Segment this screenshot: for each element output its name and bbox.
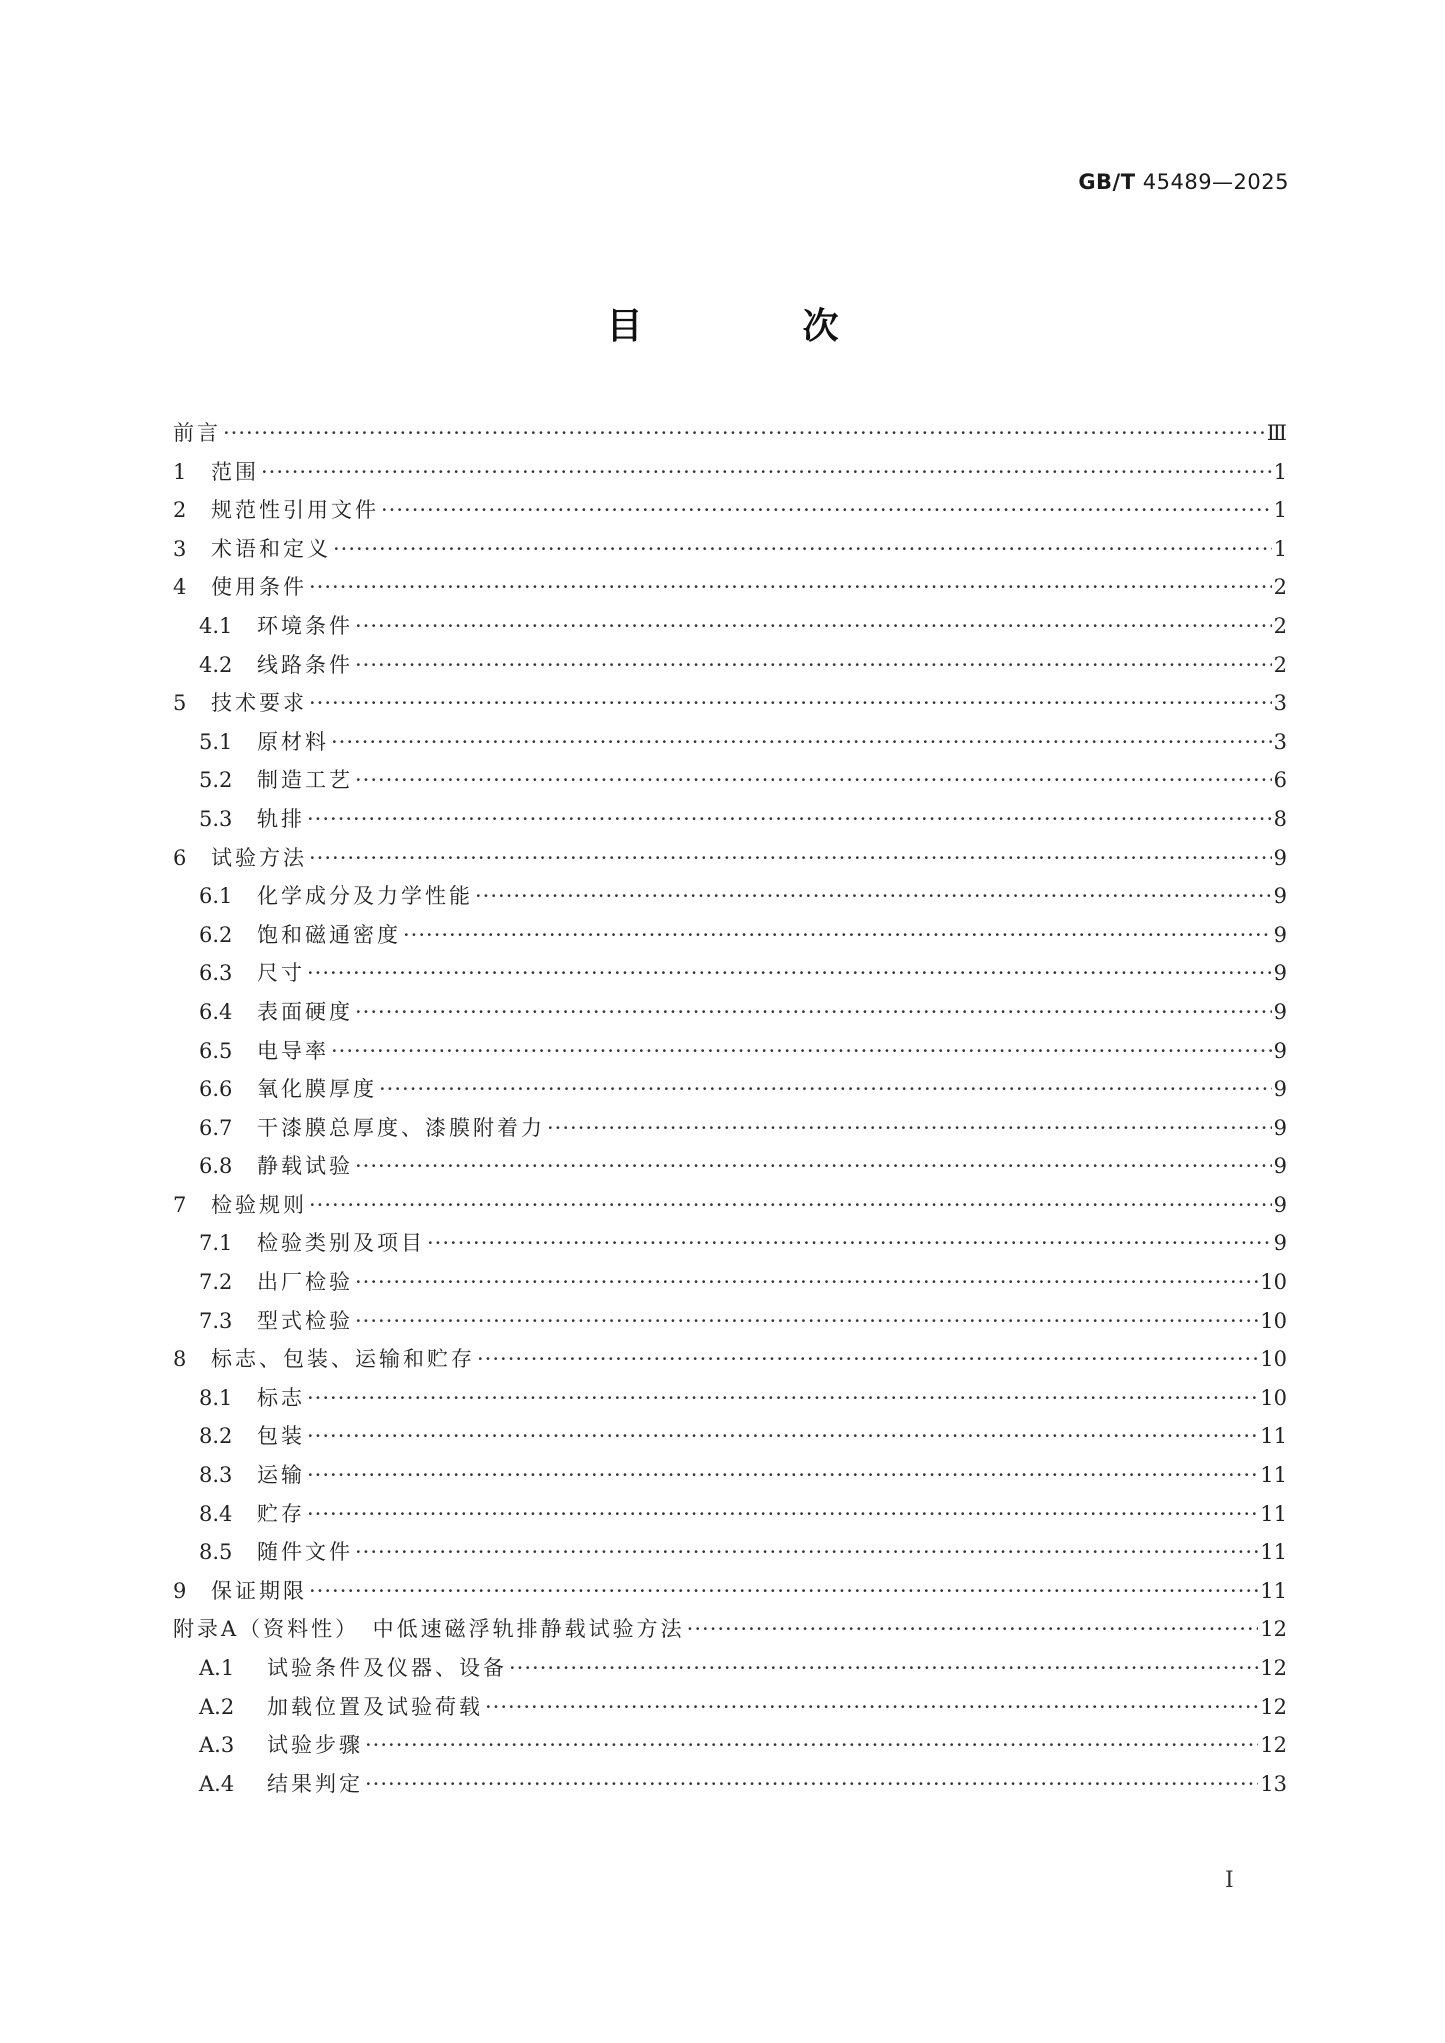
dot-leader: [477, 1340, 1258, 1379]
toc-entry-number: 4.2: [199, 652, 233, 677]
toc-entry-title: 运输: [257, 1463, 305, 1488]
toc-entry-number: 6.6: [199, 1077, 233, 1102]
dot-leader: [223, 414, 1265, 453]
toc-entry-page: 12: [1260, 1656, 1287, 1680]
toc-entry-number: 2: [173, 498, 187, 523]
toc-entry[interactable]: [173, 800, 1287, 839]
toc-entry-number: 6.8: [199, 1154, 233, 1179]
toc-entry-title: 包装: [257, 1424, 305, 1449]
dot-leader: [355, 1147, 1272, 1186]
toc-entry-page: 10: [1260, 1270, 1287, 1295]
dot-leader: [309, 839, 1272, 878]
toc-entry-number: A.3: [199, 1733, 235, 1758]
toc-entry-page: 10: [1260, 1347, 1287, 1372]
toc-entry[interactable]: [173, 607, 1287, 646]
toc-entry[interactable]: [173, 491, 1287, 530]
toc-entry-title: 范围: [211, 459, 259, 484]
toc-entry[interactable]: [173, 1688, 1287, 1727]
toc-entry-number: 6.7: [199, 1115, 233, 1140]
toc-entry-page: 11: [1260, 1501, 1287, 1526]
dot-leader: [365, 1765, 1258, 1804]
dot-leader: [307, 1379, 1258, 1418]
toc-entry[interactable]: [173, 1765, 1287, 1804]
toc-entry-page: 10: [1260, 1308, 1287, 1333]
toc-entry-title: 环境条件: [257, 613, 353, 638]
toc-entry-number: 6.3: [199, 961, 233, 986]
page-number: Ⅰ: [1225, 1868, 1234, 1893]
toc-entry-page: 9: [1273, 1154, 1287, 1179]
toc-entry-page: 11: [1260, 1463, 1287, 1488]
standard-code: GB/T: [1078, 170, 1136, 194]
toc-entry[interactable]: [173, 1302, 1287, 1341]
toc-entry-title: 原材料: [257, 729, 329, 754]
toc-entry-page: 9: [1273, 1038, 1287, 1063]
toc-entry-page: 9: [1273, 845, 1287, 870]
toc-entry-title: 加载位置及试验荷载: [267, 1694, 483, 1719]
dot-leader: [355, 993, 1272, 1032]
toc-entry[interactable]: [173, 761, 1287, 800]
toc-entry-number: 6: [173, 845, 187, 870]
dot-leader: [307, 1417, 1258, 1456]
toc-entry-number: 4.1: [199, 613, 233, 638]
toc-entry-title: 标志: [257, 1385, 305, 1410]
toc-entry-number: 3: [173, 536, 187, 561]
toc-entry[interactable]: [173, 877, 1287, 916]
toc-entry[interactable]: [173, 1224, 1287, 1263]
dot-leader: [355, 761, 1272, 800]
toc-entry-number: 6.4: [199, 999, 233, 1024]
toc-entry[interactable]: [173, 568, 1287, 607]
toc-entry-title: 保证期限: [211, 1578, 307, 1603]
dot-leader: [307, 1495, 1258, 1534]
dot-leader: [403, 916, 1272, 955]
toc-entry[interactable]: [173, 1610, 1287, 1649]
toc-entry-title: 型式检验: [257, 1308, 353, 1333]
toc-entry-page: Ⅲ: [1266, 421, 1287, 445]
toc-entry-page: 12: [1260, 1694, 1287, 1719]
toc-entry-title: 制造工艺: [257, 768, 353, 793]
toc-entry-page: 10: [1260, 1385, 1287, 1410]
toc-entry-title: 结果判定: [267, 1771, 363, 1796]
dot-leader: [307, 1456, 1258, 1495]
toc-entry-page: 11: [1260, 1540, 1287, 1565]
toc-entry[interactable]: [173, 1070, 1287, 1109]
toc-entry-page: 2: [1273, 575, 1287, 600]
toc-entry-number: 5.1: [199, 729, 233, 754]
toc-entry-number: 6.1: [199, 884, 233, 909]
toc-entry-number: A.2: [199, 1694, 235, 1719]
dot-leader: [687, 1610, 1259, 1649]
standard-year: 45489—2025: [1142, 170, 1289, 194]
dot-leader: [379, 1070, 1272, 1109]
toc-entry[interactable]: [173, 1417, 1287, 1456]
toc-entry-number: 8.4: [199, 1501, 233, 1526]
toc-entry-page: 11: [1260, 1424, 1287, 1449]
toc-entry-title: 规范性引用文件: [211, 498, 379, 523]
toc-entry-number: 6.2: [199, 922, 233, 947]
dot-leader: [307, 954, 1272, 993]
dot-leader: [427, 1224, 1272, 1263]
toc-entry-number: 7: [173, 1192, 187, 1217]
dot-leader: [261, 453, 1272, 492]
dot-leader: [355, 1263, 1258, 1302]
toc-entry-title: 电导率: [257, 1038, 329, 1063]
dot-leader: [355, 1302, 1258, 1341]
dot-leader: [355, 607, 1272, 646]
toc-entry-page: 9: [1273, 1231, 1287, 1256]
toc-entry-title: 术语和定义: [211, 536, 331, 561]
toc-entry-page: 2: [1273, 652, 1287, 677]
toc-entry-number: 9: [173, 1578, 187, 1603]
toc-entry-page: 9: [1273, 1077, 1287, 1102]
toc-entry-page: 3: [1273, 729, 1287, 754]
toc-entry[interactable]: [173, 684, 1287, 723]
toc-entry-number: 6.5: [199, 1038, 233, 1063]
toc-entry-number: 8.5: [199, 1540, 233, 1565]
toc-entry[interactable]: [173, 1186, 1287, 1225]
toc-entry-title: 检验规则: [211, 1192, 307, 1217]
dot-leader: [365, 1726, 1258, 1765]
dot-leader: [309, 1572, 1258, 1611]
toc-entry[interactable]: [173, 453, 1287, 492]
toc-entry[interactable]: [173, 1379, 1287, 1418]
toc-entry-number: 8: [173, 1347, 187, 1372]
toc-entry-number: 5.3: [199, 806, 233, 831]
toc-entry-title: 表面硬度: [257, 999, 353, 1024]
toc-entry-page: 9: [1273, 1115, 1287, 1140]
dot-leader: [309, 568, 1272, 607]
toc-entry-number: 5.2: [199, 768, 233, 793]
toc-entry[interactable]: [173, 414, 1287, 453]
toc-entry-page: 3: [1273, 691, 1287, 716]
toc-entry-page: 13: [1260, 1771, 1287, 1796]
toc-entry[interactable]: [173, 916, 1287, 955]
toc-entry-title: 轨排: [257, 806, 305, 831]
dot-leader: [331, 1032, 1272, 1071]
dot-leader: [547, 1109, 1272, 1148]
toc-entry-number: 7.2: [199, 1270, 233, 1295]
toc-entry-page: 6: [1273, 768, 1287, 793]
toc-entry[interactable]: [173, 1147, 1287, 1186]
toc-entry-number: 4: [173, 575, 187, 600]
toc-entry[interactable]: [173, 1263, 1287, 1302]
toc-entry-page: 11: [1260, 1578, 1287, 1603]
toc-entry-title: 使用条件: [211, 575, 307, 600]
toc-entry-page: 8: [1273, 806, 1287, 831]
toc-entry-number: A.1: [199, 1656, 235, 1680]
toc-entry[interactable]: [173, 646, 1287, 685]
toc-entry-title: 试验步骤: [267, 1733, 363, 1758]
toc-entry[interactable]: [173, 1495, 1287, 1534]
toc-entry-page: 12: [1260, 1733, 1287, 1758]
toc-entry-title: 静载试验: [257, 1154, 353, 1179]
toc-entry-title: 附录A（资料性） 中低速磁浮轨排静载试验方法: [173, 1617, 685, 1642]
toc-entry-page: 1: [1273, 498, 1287, 523]
toc-entry-title: 饱和磁通密度: [257, 922, 401, 947]
dot-leader: [307, 800, 1272, 839]
toc-entry-page: 1: [1273, 536, 1287, 561]
toc-entry-title: 前言: [173, 421, 221, 445]
toc-entry-number: 8.1: [199, 1385, 233, 1410]
dot-leader: [485, 1688, 1258, 1727]
toc-entry[interactable]: [173, 1456, 1287, 1495]
toc-entry-number: 5: [173, 691, 187, 716]
dot-leader: [509, 1649, 1258, 1688]
toc-entry[interactable]: [173, 839, 1287, 878]
toc-entry[interactable]: [173, 993, 1287, 1032]
toc-entry[interactable]: [173, 1649, 1287, 1688]
toc-entry[interactable]: [173, 530, 1287, 569]
dot-leader: [331, 723, 1272, 762]
toc-entry[interactable]: [173, 1572, 1287, 1611]
toc-entry-title: 技术要求: [211, 691, 307, 716]
toc-entry[interactable]: [173, 1340, 1287, 1379]
dot-leader: [475, 877, 1272, 916]
toc-entry-page: 2: [1273, 613, 1287, 638]
toc-entry-page: 9: [1273, 961, 1287, 986]
page-title: 目 次: [606, 306, 901, 347]
toc-entry-title: 试验条件及仪器、设备: [267, 1656, 507, 1680]
dot-leader: [381, 491, 1272, 530]
toc-entry-title: 标志、包装、运输和贮存: [211, 1347, 475, 1372]
toc-entry-title: 氧化膜厚度: [257, 1077, 377, 1102]
toc-entry-title: 干漆膜总厚度、漆膜附着力: [257, 1115, 545, 1140]
toc-entry-title: 检验类别及项目: [257, 1231, 425, 1256]
toc-entry-page: 9: [1273, 1192, 1287, 1217]
toc-entry-title: 随件文件: [257, 1540, 353, 1565]
toc-entry-page: 9: [1273, 922, 1287, 947]
toc-entry-page: 1: [1273, 459, 1287, 484]
toc-entry-number: 7.3: [199, 1308, 233, 1333]
dot-leader: [355, 646, 1272, 685]
toc-entry-number: 8.3: [199, 1463, 233, 1488]
toc-entry-title: 化学成分及力学性能: [257, 884, 473, 909]
toc-entry-title: 线路条件: [257, 652, 353, 677]
toc-entry-page: 12: [1260, 1617, 1287, 1642]
toc-entry-title: 贮存: [257, 1501, 305, 1526]
toc-entry-title: 出厂检验: [257, 1270, 353, 1295]
toc-entry-number: A.4: [199, 1771, 235, 1796]
toc-entry-page: 9: [1273, 884, 1287, 909]
table-of-contents: [173, 414, 1287, 1803]
toc-entry[interactable]: [173, 1109, 1287, 1148]
dot-leader: [309, 684, 1272, 723]
toc-entry-title: 尺寸: [257, 961, 305, 986]
standard-number: [1078, 170, 1289, 194]
toc-entry[interactable]: [173, 954, 1287, 993]
toc-entry[interactable]: [173, 1032, 1287, 1071]
dot-leader: [309, 1186, 1272, 1225]
toc-entry[interactable]: [173, 1533, 1287, 1572]
toc-entry[interactable]: [173, 723, 1287, 762]
dot-leader: [355, 1533, 1258, 1572]
toc-entry[interactable]: [173, 1726, 1287, 1765]
toc-entry-number: 8.2: [199, 1424, 233, 1449]
dot-leader: [333, 530, 1272, 569]
toc-entry-number: 7.1: [199, 1231, 233, 1256]
toc-entry-number: 1: [173, 459, 187, 484]
toc-entry-title: 试验方法: [211, 845, 307, 870]
toc-entry-page: 9: [1273, 999, 1287, 1024]
